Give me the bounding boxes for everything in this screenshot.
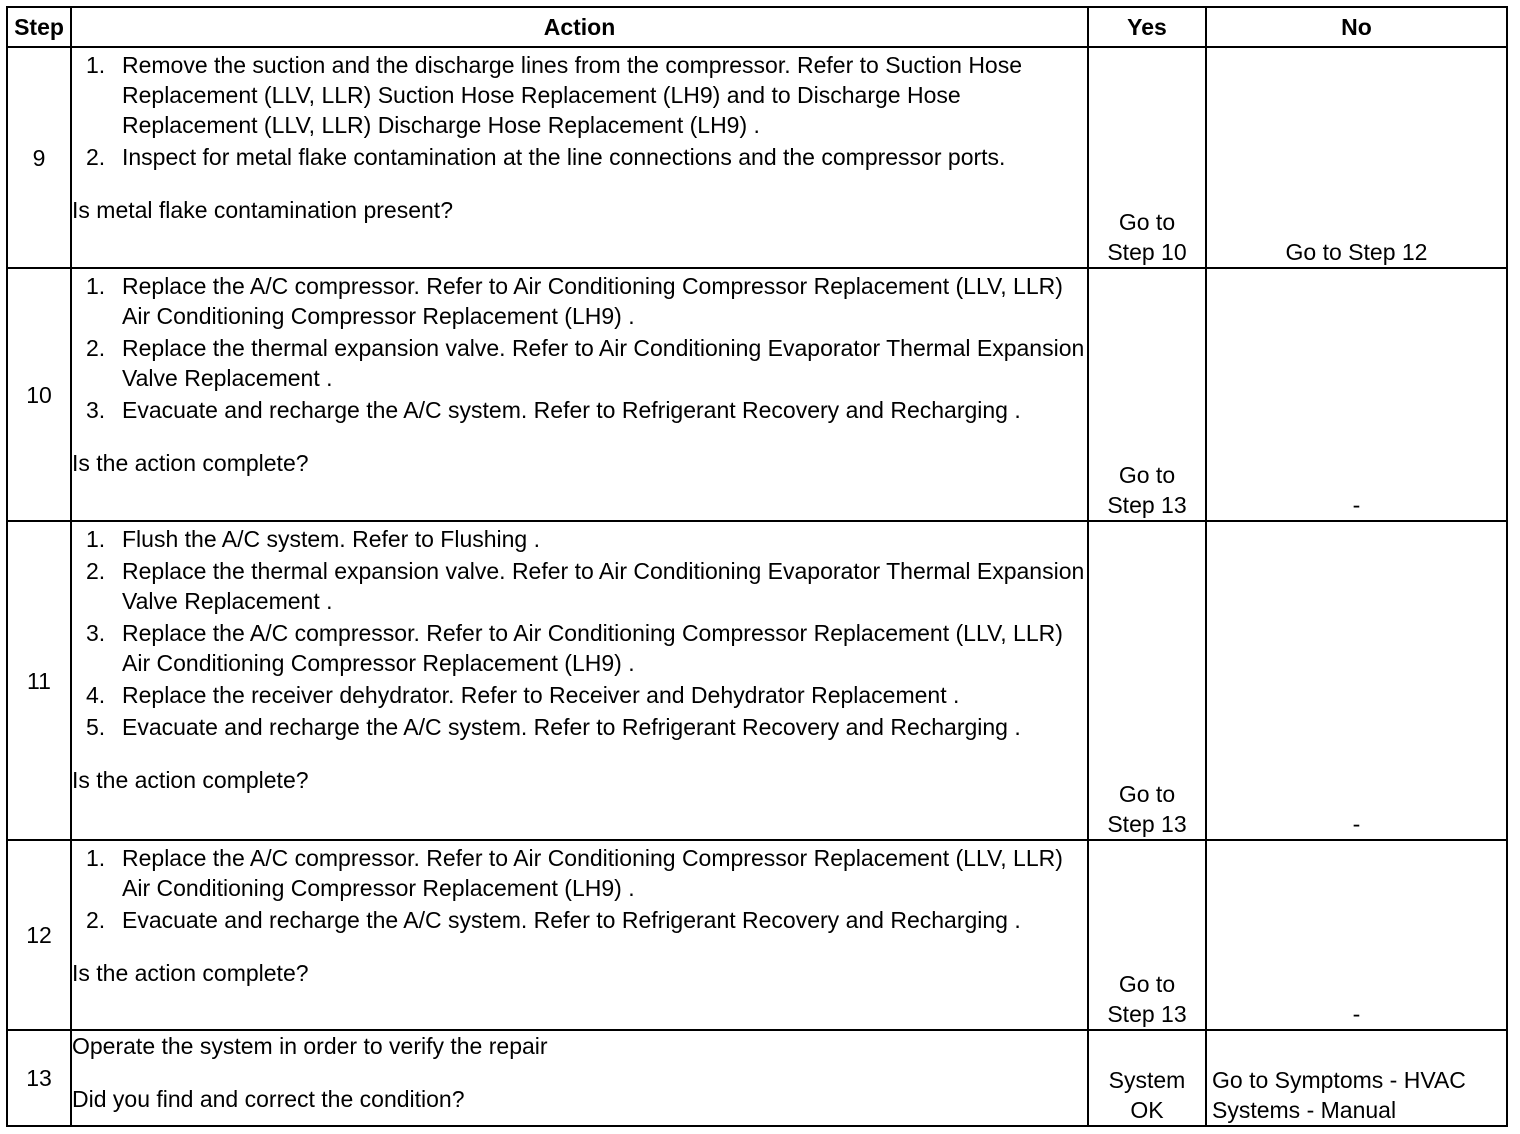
item-number: 4.: [86, 682, 106, 708]
yes-line: Step 13: [1107, 811, 1187, 837]
item-text: Flush the A/C system. Refer to Flushing .: [122, 526, 540, 552]
table-row: [7, 1030, 1507, 1126]
list-item: [86, 556, 1087, 616]
no-cell: [1206, 1030, 1507, 1126]
step-number: 10: [7, 268, 71, 521]
action-list: [72, 524, 1087, 742]
item-number: 5.: [86, 714, 106, 740]
no-line: Systems - Manual: [1212, 1097, 1397, 1123]
header-action: Action: [71, 7, 1088, 47]
action-cell: [71, 268, 1088, 521]
list-item: [86, 905, 1087, 935]
question-text: Is metal flake contamination present?: [72, 197, 453, 223]
item-number: 1.: [86, 273, 106, 299]
header-no: No: [1206, 7, 1507, 47]
action-cell: [71, 521, 1088, 840]
item-number: 2.: [86, 907, 106, 933]
item-number: 1.: [86, 845, 106, 871]
question-text: Is the action complete?: [72, 960, 309, 986]
item-number: 3.: [86, 397, 106, 423]
table-row: [7, 521, 1507, 840]
item-text: Remove the suction and the discharge lines from the compressor. Refer to Suction Hose Replacement (LLV, LLR) Suction Hose Replacement (LH9) and to Discharge Hose Replacement (LLV, LLR) Discharge Hose Replacement (LH9) .: [122, 52, 1023, 138]
action-list: [72, 50, 1087, 172]
yes-line: Step 13: [1107, 1001, 1187, 1027]
list-item: [86, 271, 1087, 331]
header-step: Step: [7, 7, 71, 47]
item-text: Replace the A/C compressor. Refer to Air Conditioning Compressor Replacement (LLV, LLR) Air Conditioning Compressor Replacement (LH9) .: [122, 845, 1063, 901]
item-number: 3.: [86, 620, 106, 646]
action-list: [72, 843, 1087, 935]
step-number: 11: [7, 521, 71, 840]
list-item: [86, 395, 1087, 425]
item-number: 2.: [86, 558, 106, 584]
action-list: [72, 271, 1087, 425]
list-item: [86, 50, 1087, 140]
action-cell: [71, 840, 1088, 1030]
list-item: [86, 524, 1087, 554]
no-cell: Go to Step 12: [1206, 47, 1507, 268]
no-cell: -: [1206, 268, 1507, 521]
step-number: 9: [7, 47, 71, 268]
yes-line: Step 10: [1107, 239, 1187, 265]
table-row: [7, 268, 1507, 521]
yes-cell: [1088, 47, 1206, 268]
table-row: [7, 840, 1507, 1030]
no-cell: -: [1206, 521, 1507, 840]
header-row: [7, 7, 1507, 47]
list-item: [86, 843, 1087, 903]
yes-line: Go to: [1118, 209, 1176, 235]
list-item: [86, 333, 1087, 393]
question-text: Is the action complete?: [72, 450, 309, 476]
item-text: Replace the receiver dehydrator. Refer to Receiver and Dehydrator Replacement .: [122, 682, 960, 708]
item-text: Replace the A/C compressor. Refer to Air Conditioning Compressor Replacement (LLV, LLR) Air Conditioning Compressor Replacement (LH9) .: [122, 273, 1063, 329]
item-number: 1.: [86, 52, 106, 78]
list-item: [86, 142, 1087, 172]
yes-line: Go to: [1118, 462, 1176, 488]
no-cell: -: [1206, 840, 1507, 1030]
question-text: Is the action complete?: [72, 767, 309, 793]
action-cell: [71, 47, 1088, 268]
step-number: 12: [7, 840, 71, 1030]
yes-line: Step 13: [1107, 492, 1187, 518]
list-item: [86, 712, 1087, 742]
item-text: Evacuate and recharge the A/C system. Refer to Refrigerant Recovery and Recharging .: [122, 397, 1021, 423]
item-number: 1.: [86, 526, 106, 552]
item-text: Replace the thermal expansion valve. Refer to Air Conditioning Evaporator Thermal Expansion Valve Replacement .: [122, 335, 1085, 391]
item-number: 2.: [86, 144, 106, 170]
question-text: Did you find and correct the condition?: [72, 1086, 465, 1112]
item-text: Replace the thermal expansion valve. Refer to Air Conditioning Evaporator Thermal Expansion Valve Replacement .: [122, 558, 1085, 614]
list-item: [86, 618, 1087, 678]
yes-cell: [1088, 1030, 1206, 1126]
item-text: Inspect for metal flake contamination at the line connections and the compressor ports.: [122, 144, 1006, 170]
yes-line: Go to: [1118, 781, 1176, 807]
list-item: [86, 680, 1087, 710]
diagnostic-table: [6, 6, 1508, 1127]
header-yes: Yes: [1088, 7, 1206, 47]
item-text: Evacuate and recharge the A/C system. Refer to Refrigerant Recovery and Recharging .: [122, 714, 1021, 740]
item-number: 2.: [86, 335, 106, 361]
no-line: Go to Symptoms - HVAC: [1212, 1067, 1466, 1093]
yes-cell: [1088, 268, 1206, 521]
action-cell: [71, 1030, 1088, 1126]
item-text: Replace the A/C compressor. Refer to Air Conditioning Compressor Replacement (LLV, LLR) Air Conditioning Compressor Replacement (LH9) .: [122, 620, 1063, 676]
step-number: 13: [7, 1030, 71, 1126]
yes-line: OK: [1130, 1097, 1164, 1123]
yes-cell: [1088, 521, 1206, 840]
intro-text: Operate the system in order to verify the repair: [72, 1033, 548, 1059]
yes-cell: [1088, 840, 1206, 1030]
yes-line: System: [1108, 1067, 1186, 1093]
item-text: Evacuate and recharge the A/C system. Refer to Refrigerant Recovery and Recharging .: [122, 907, 1021, 933]
table-row: [7, 47, 1507, 268]
yes-line: Go to: [1118, 971, 1176, 997]
